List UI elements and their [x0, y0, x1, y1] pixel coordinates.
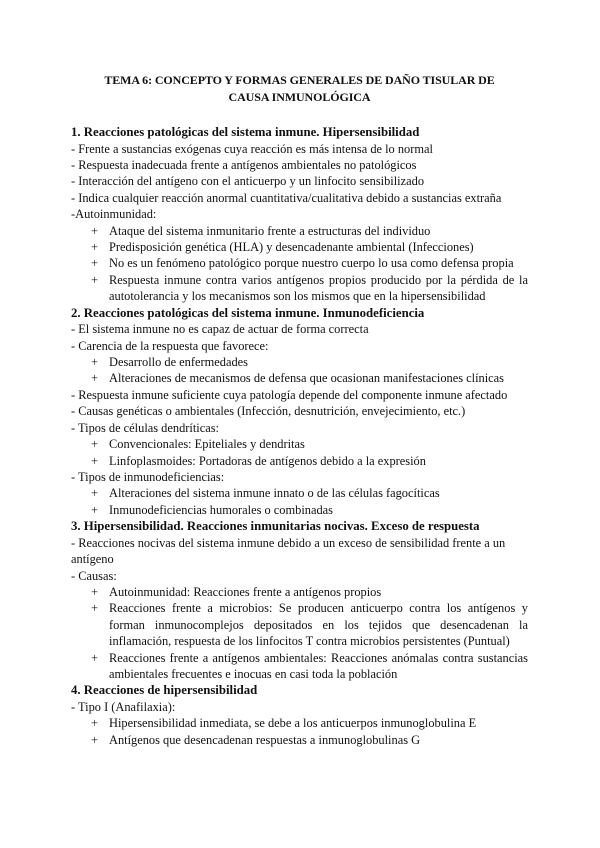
section-heading: 3. Hipersensibilidad. Reacciones inmunitarias nocivas. Exceso de respuesta	[71, 519, 480, 534]
bullet-item	[71, 223, 528, 239]
bullet-text: Inmunodeficiencias humorales o combinadas	[109, 502, 333, 517]
text-line: - Respuesta inadecuada frente a antígenos ambientales no patológicos	[71, 158, 417, 172]
bullet-item	[71, 272, 528, 305]
bullet-text: Alteraciones de mecanismos de defensa que ocasionan manifestaciones clínicas	[109, 371, 504, 386]
text-line: - Respuesta inmune suficiente cuya patología depende del componente inmune afectado	[71, 387, 508, 402]
bullet-item	[71, 584, 528, 600]
bullet-text: Linfoplasmoides: Portadoras de antígenos debido a la expresión	[109, 453, 426, 468]
bullet-item	[71, 600, 528, 649]
plus-bullet-icon: +	[91, 256, 98, 271]
bullet-text: Ataque del sistema inmunitario frente a estructuras del individuo	[109, 223, 431, 238]
bullet-text: Hipersensibilidad inmediata, se debe a los anticuerpos inmunoglobulina E	[109, 716, 477, 731]
bullet-item	[71, 453, 528, 469]
text-line: - El sistema inmune no es capaz de actuar de forma correcta	[71, 322, 369, 337]
bullet-item	[71, 650, 528, 683]
bullet-text: Convencionales: Epiteliales y dendritas	[109, 437, 305, 452]
section-heading: 2. Reacciones patológicas del sistema inmune. Inmunodeficiencia	[71, 305, 425, 320]
bullet-item	[71, 502, 528, 518]
plus-bullet-icon: +	[91, 486, 98, 501]
bullet-item	[71, 239, 528, 255]
plus-bullet-icon: +	[91, 437, 98, 452]
text-line: - Causas genéticas o ambientales (Infección, desnutrición, envejecimiento, etc.)	[71, 404, 466, 419]
text-line: - Tipos de inmunodeficiencias:	[71, 469, 225, 484]
bullet-item	[71, 715, 528, 731]
bullet-text: Antígenos que desencadenan respuestas a inmunoglobulinas G	[109, 732, 421, 747]
text-line: - Indica cualquier reacción anormal cuantitativa/cualitativa debido a sustancias extraña	[71, 190, 502, 205]
bullet-text: Reacciones frente a microbios: Se producen anticuerpo contra los antígenos y forman inmunocomplejos depositados en los tejidos que desencadenan la inflamación, respuesta de los linfocitos T contra microbios persistentes (Puntual)	[109, 601, 528, 649]
bullet-item	[71, 255, 528, 271]
plus-bullet-icon: +	[91, 355, 98, 370]
plus-bullet-icon: +	[91, 650, 98, 665]
bullet-item	[71, 370, 528, 386]
plus-bullet-icon: +	[91, 272, 98, 287]
plus-bullet-icon: +	[91, 453, 98, 468]
section-heading: 4. Reacciones de hipersensibilidad	[71, 683, 258, 698]
plus-bullet-icon: +	[91, 716, 98, 731]
text-line: - Tipos de células dendríticas:	[71, 420, 219, 435]
text-line: -Autoinmunidad:	[71, 207, 157, 222]
section-reacciones-hipersensibilidad	[71, 682, 528, 748]
text-paragraph: - Reacciones nocivas del sistema inmune debido a un exceso de sensibilidad frente a un antígeno	[71, 535, 506, 567]
bullet-text: Autoinmunidad: Reacciones frente a antígenos propios	[109, 584, 382, 599]
document-title: TEMA 6: CONCEPTO Y FORMAS GENERALES DE DAÑO TISULAR DE CAUSA INMUNOLÓGICA	[104, 73, 495, 104]
text-line: - Interacción del antígeno con el anticuerpo y un linfocito sensibilizado	[71, 174, 425, 189]
plus-bullet-icon: +	[91, 732, 98, 747]
plus-bullet-icon: +	[91, 371, 98, 386]
bullet-text: Predisposición genética (HLA) y desencadenante ambiental (Infecciones)	[109, 240, 474, 255]
plus-bullet-icon: +	[91, 502, 98, 517]
section-hipersensibilidad	[71, 124, 528, 305]
bullet-text: Respuesta inmune contra varios antígenos propios producido por la pérdida de la autotolerancia y los mecanismos son los mismos que en la hipersensibilidad	[109, 272, 528, 304]
plus-bullet-icon: +	[91, 601, 98, 616]
text-line: - Frente a sustancias exógenas cuya reacción es más intensa de lo normal	[71, 141, 433, 156]
bullet-text: Desarrollo de enfermedades	[109, 355, 248, 370]
plus-bullet-icon: +	[91, 240, 98, 255]
section-inmunodeficiencia	[71, 305, 528, 518]
text-line: - Carencia de la respuesta que favorece:	[71, 338, 269, 353]
text-line: - Tipo I (Anafilaxia):	[71, 699, 176, 714]
bullet-item	[71, 732, 528, 748]
bullet-item	[71, 436, 528, 452]
section-exceso-respuesta	[71, 518, 528, 682]
plus-bullet-icon: +	[91, 584, 98, 599]
plus-bullet-icon: +	[91, 223, 98, 238]
bullet-item	[71, 354, 528, 370]
bullet-text: Alteraciones del sistema inmune innato o de las células fagocíticas	[109, 486, 440, 501]
section-heading: 1. Reacciones patológicas del sistema inmune. Hipersensibilidad	[71, 125, 420, 139]
bullet-text: Reacciones frente a antígenos ambientales: Reacciones anómalas contra sustancias ambientales frecuentes e inocuas en casi toda la población	[109, 650, 528, 681]
bullet-item	[71, 485, 528, 501]
bullet-text: No es un fenómeno patológico porque nuestro cuerpo lo usa como defensa propia	[109, 256, 514, 271]
text-line: - Causas:	[71, 568, 117, 583]
